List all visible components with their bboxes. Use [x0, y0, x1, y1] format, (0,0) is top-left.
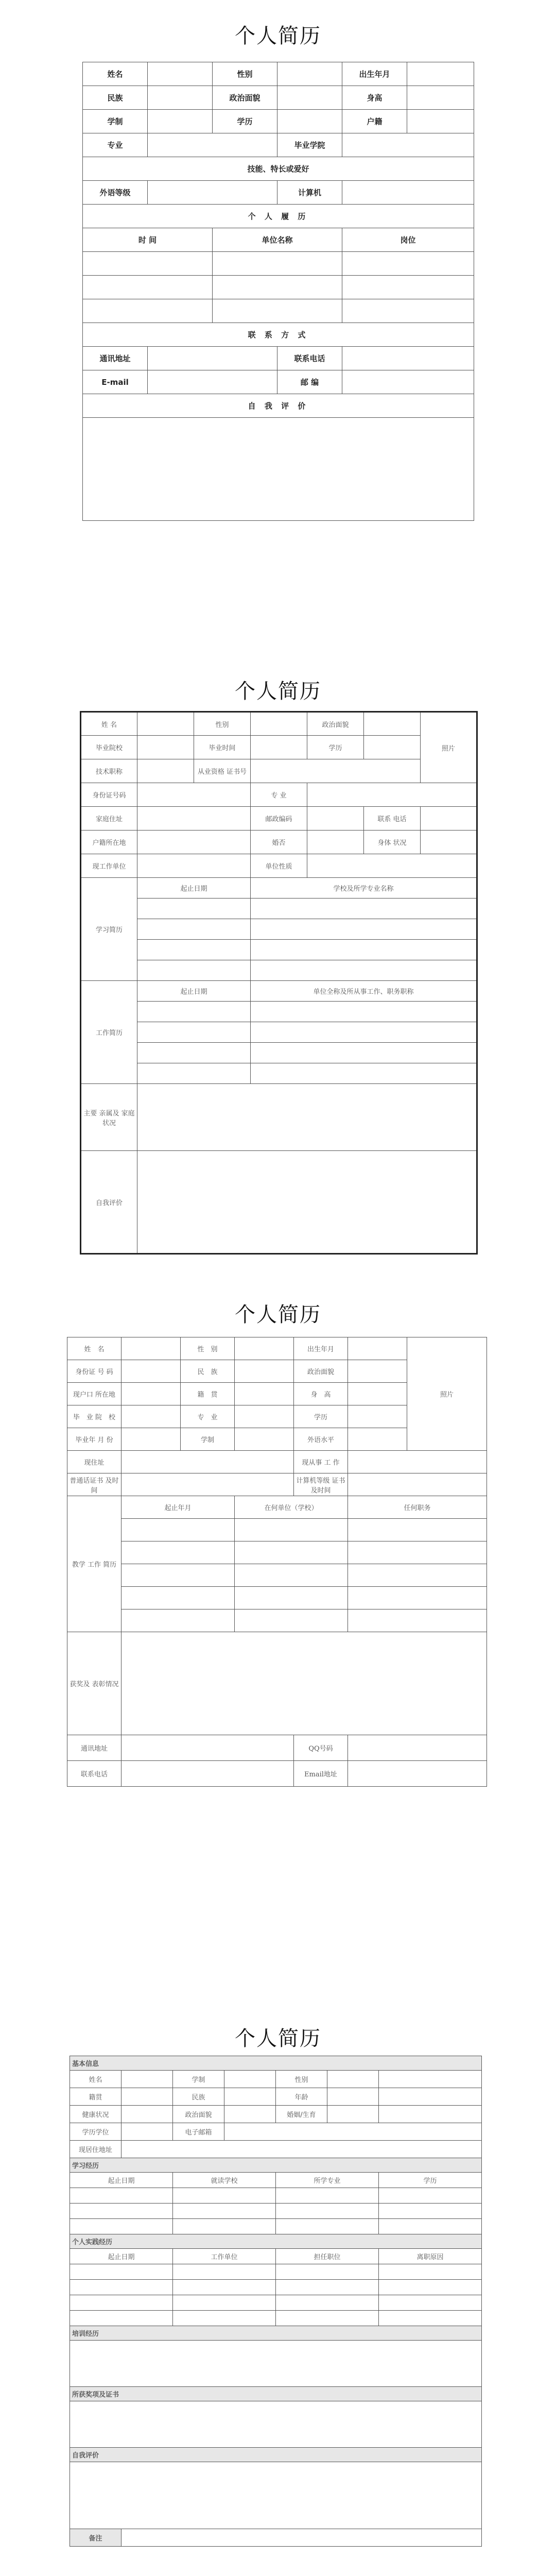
label-politics: 政治面貌	[307, 712, 364, 736]
value-gender[interactable]	[251, 712, 307, 736]
label-gender: 性 别	[181, 1337, 235, 1360]
exp-cell[interactable]	[348, 1519, 487, 1541]
label-gender: 性别	[194, 712, 251, 736]
value-marital[interactable]	[307, 831, 364, 854]
label-name: 姓 名	[81, 712, 137, 736]
label-study: 学习简历	[81, 878, 137, 981]
self-eval-box[interactable]	[83, 418, 474, 521]
label-hukou-place: 籍 贯	[181, 1383, 235, 1405]
value-extra[interactable]	[379, 2071, 482, 2088]
exp-cell[interactable]	[235, 1609, 348, 1632]
value-email[interactable]	[224, 2123, 482, 2141]
label-computer: 计算机	[277, 181, 342, 205]
label-id: 身份证号码	[81, 783, 137, 807]
study-cell[interactable]	[276, 2204, 379, 2219]
label-prof: 从业资格 证书号	[194, 759, 251, 783]
value-degree[interactable]	[277, 110, 342, 133]
label-grad: 毕业年 月 份	[67, 1428, 121, 1451]
work-cell[interactable]	[251, 1063, 477, 1084]
label-work: 工作简历	[81, 981, 137, 1084]
self-eval-box[interactable]	[70, 2462, 482, 2529]
study-cell[interactable]	[137, 960, 251, 981]
value-address[interactable]	[121, 1451, 294, 1473]
col-school: 就读学校	[173, 2173, 276, 2188]
value-politics[interactable]	[364, 712, 421, 736]
label-gender: 性别	[213, 62, 277, 86]
label-foreign: 外语等级	[83, 181, 148, 205]
work-cell[interactable]	[70, 2280, 173, 2295]
exp-cell[interactable]	[235, 1587, 348, 1609]
section-self-eval: 自我评价	[70, 2448, 482, 2462]
label-job: 现从事 工 作	[294, 1451, 348, 1473]
value-contact-addr[interactable]	[121, 1735, 294, 1761]
label-ethnic: 民族	[173, 2088, 224, 2106]
value-name[interactable]	[137, 712, 194, 736]
value-tech[interactable]	[137, 759, 194, 783]
work-cell[interactable]	[137, 1022, 251, 1043]
label-contact: 联系 电话	[364, 807, 421, 831]
label-height: 身高	[342, 86, 407, 110]
study-cell[interactable]	[137, 899, 251, 919]
label-hukou: 户籍	[342, 110, 407, 133]
label-zip: 邮政编码	[251, 807, 307, 831]
label-native: 籍贯	[70, 2088, 121, 2106]
value-gender[interactable]	[277, 62, 342, 86]
resume-1-title: 个人简历	[235, 24, 321, 48]
label-email: Email地址	[294, 1761, 348, 1787]
label-home: 家庭住址	[81, 807, 137, 831]
value-grad[interactable]	[251, 736, 307, 759]
label-health: 身体 状况	[364, 831, 421, 854]
col-post: 担任职位	[276, 2249, 379, 2264]
work-cell[interactable]	[173, 2280, 276, 2295]
label-politics: 政治面貌	[173, 2106, 224, 2123]
study-cell[interactable]	[173, 2204, 276, 2219]
value-birth[interactable]	[348, 1337, 407, 1360]
label-unit-nature: 单位性质	[251, 854, 307, 878]
label-degree: 学历	[294, 1405, 348, 1428]
value-extra[interactable]	[379, 2088, 482, 2106]
work-cell[interactable]	[251, 1002, 477, 1022]
resume-1-table	[82, 62, 474, 521]
label-edu-sys: 学制	[173, 2071, 224, 2088]
photo-box[interactable]: 照片	[421, 712, 477, 783]
study-cell[interactable]	[70, 2188, 173, 2204]
label-name: 姓名	[83, 62, 148, 86]
col-start-end: 起止日期	[137, 878, 251, 899]
exp-cell[interactable]	[348, 1541, 487, 1564]
work-cell[interactable]	[137, 1043, 251, 1063]
study-cell[interactable]	[173, 2219, 276, 2234]
value-major[interactable]	[235, 1405, 294, 1428]
label-tech: 技术职称	[81, 759, 137, 783]
exp-cell[interactable]	[348, 1587, 487, 1609]
value-hukou[interactable]	[407, 110, 474, 133]
work-cell[interactable]	[251, 1043, 477, 1063]
value-hukou-place[interactable]	[235, 1383, 294, 1405]
label-name: 姓名	[70, 2071, 121, 2088]
label-major: 专 业	[181, 1405, 235, 1428]
label-marital: 婚姻/生育	[276, 2106, 327, 2123]
label-awards: 获奖及 表彰情况	[67, 1632, 121, 1735]
value-foreign[interactable]	[148, 181, 277, 205]
label-ethnic: 民 族	[181, 1360, 235, 1383]
value-extra[interactable]	[379, 2106, 482, 2123]
study-cell[interactable]	[379, 2204, 482, 2219]
exp-cell[interactable]	[213, 276, 342, 299]
exp-cell[interactable]	[342, 276, 474, 299]
label-height: 身 高	[294, 1383, 348, 1405]
value-name[interactable]	[121, 2071, 173, 2088]
exp-cell[interactable]	[121, 1541, 235, 1564]
col-time: 起止日期	[70, 2173, 173, 2188]
value-health[interactable]	[121, 2106, 173, 2123]
value-qq[interactable]	[348, 1735, 487, 1761]
work-cell[interactable]	[379, 2295, 482, 2311]
resume-4	[0, 2009, 556, 2576]
col-unit: 单位名称	[213, 228, 342, 252]
resume-1	[0, 0, 556, 618]
label-school: 毕 业 院 校	[67, 1405, 121, 1428]
value-height[interactable]	[348, 1383, 407, 1405]
exp-cell[interactable]	[213, 299, 342, 323]
col-degree: 学历	[379, 2173, 482, 2188]
exp-cell[interactable]	[342, 252, 474, 276]
exp-cell[interactable]	[83, 276, 213, 299]
value-study-type[interactable]	[235, 1428, 294, 1451]
exp-cell[interactable]	[121, 1519, 235, 1541]
value-phone[interactable]	[342, 347, 474, 370]
value-marital[interactable]	[327, 2106, 379, 2123]
work-cell[interactable]	[173, 2264, 276, 2280]
exp-cell[interactable]	[121, 1564, 235, 1587]
work-cell[interactable]	[276, 2264, 379, 2280]
value-gender[interactable]	[235, 1337, 294, 1360]
study-cell[interactable]	[276, 2188, 379, 2204]
value-mandarin[interactable]	[121, 1473, 294, 1496]
resume-4-table	[70, 2056, 482, 2547]
label-address: 现居住地址	[70, 2141, 121, 2158]
label-politics: 政治面貌	[294, 1360, 348, 1383]
work-cell[interactable]	[137, 1063, 251, 1084]
value-job[interactable]	[348, 1451, 487, 1473]
self-eval-box[interactable]	[137, 1151, 477, 1254]
study-cell[interactable]	[251, 940, 477, 960]
value-edu[interactable]	[364, 736, 421, 759]
label-birth: 出生年月	[294, 1337, 348, 1360]
study-cell[interactable]	[251, 919, 477, 940]
label-gender: 性别	[276, 2071, 327, 2088]
study-cell[interactable]	[379, 2219, 482, 2234]
label-id: 身份证 号 码	[67, 1360, 121, 1383]
value-school[interactable]	[137, 736, 194, 759]
label-school: 毕业院校	[81, 736, 137, 759]
value-email[interactable]	[148, 370, 277, 394]
value-gender[interactable]	[327, 2071, 379, 2088]
value-address[interactable]	[121, 2141, 482, 2158]
col-unit: 在何单位（学校）	[235, 1496, 348, 1519]
value-prof[interactable]	[251, 759, 421, 783]
label-phone: 联系电话	[277, 347, 342, 370]
label-edu-system: 学制	[83, 110, 148, 133]
training-box[interactable]	[70, 2341, 482, 2387]
work-cell[interactable]	[137, 1002, 251, 1022]
label-zip: 邮 编	[277, 370, 342, 394]
label-cur-unit: 现工作单位	[81, 854, 137, 878]
value-cert[interactable]	[348, 1473, 487, 1496]
work-cell[interactable]	[173, 2295, 276, 2311]
col-post: 岗位	[342, 228, 474, 252]
exp-cell[interactable]	[213, 252, 342, 276]
value-hukou[interactable]	[137, 831, 251, 854]
value-email[interactable]	[348, 1761, 487, 1787]
label-specialty: 专 业	[251, 783, 307, 807]
value-computer[interactable]	[348, 1428, 407, 1451]
col-start-end: 起止年月	[121, 1496, 235, 1519]
section-contact: 联 系 方 式	[83, 323, 474, 347]
label-cert: 计算机等级 证书及时间	[294, 1473, 348, 1496]
study-cell[interactable]	[251, 960, 477, 981]
work-cell[interactable]	[251, 1022, 477, 1043]
value-id[interactable]	[137, 783, 251, 807]
value-specialty[interactable]	[307, 783, 477, 807]
value-degree[interactable]	[121, 2123, 173, 2141]
value-zip[interactable]	[342, 370, 474, 394]
label-health: 健康状况	[70, 2106, 121, 2123]
awards-box[interactable]	[70, 2401, 482, 2448]
work-cell[interactable]	[70, 2295, 173, 2311]
label-degree: 学历	[213, 110, 277, 133]
label-degree: 学历学位	[70, 2123, 121, 2141]
work-cell[interactable]	[276, 2311, 379, 2326]
label-email: 电子邮箱	[173, 2123, 224, 2141]
exp-cell[interactable]	[83, 299, 213, 323]
label-birth: 出生年月	[342, 62, 407, 86]
resume-3	[0, 1288, 556, 1958]
value-unit-nature[interactable]	[307, 854, 477, 878]
section-awards: 所获奖项及证书	[70, 2387, 482, 2401]
value-computer[interactable]	[342, 181, 474, 205]
exp-cell[interactable]	[121, 1609, 235, 1632]
value-politics[interactable]	[348, 1360, 407, 1383]
label-age: 年龄	[276, 2088, 327, 2106]
label-qq: QQ号码	[294, 1735, 348, 1761]
section-experience: 个 人 履 历	[83, 205, 474, 228]
value-school[interactable]	[121, 1405, 181, 1428]
col-unit-post: 单位全称及所从事工作、职务职称	[251, 981, 477, 1002]
label-grad: 毕业时间	[194, 736, 251, 759]
study-cell[interactable]	[173, 2188, 276, 2204]
work-cell[interactable]	[276, 2295, 379, 2311]
section-training: 培训经历	[70, 2326, 482, 2341]
label-school: 毕业学院	[277, 133, 342, 157]
label-politics: 政治面貌	[213, 86, 277, 110]
photo-box[interactable]: 照片	[407, 1337, 487, 1451]
exp-cell[interactable]	[348, 1564, 487, 1587]
col-time: 时 间	[83, 228, 213, 252]
study-cell[interactable]	[137, 940, 251, 960]
section-basic: 基本信息	[70, 2056, 482, 2071]
exp-cell[interactable]	[235, 1519, 348, 1541]
work-cell[interactable]	[70, 2311, 173, 2326]
label-computer: 外语水平	[294, 1428, 348, 1451]
value-grad[interactable]	[121, 1428, 181, 1451]
label-note: 备注	[70, 2529, 121, 2547]
col-major: 所学专业	[276, 2173, 379, 2188]
label-contact-addr: 通讯地址	[67, 1735, 121, 1761]
exp-cell[interactable]	[348, 1609, 487, 1632]
label-ethnicity: 民族	[83, 86, 148, 110]
value-edu-sys[interactable]	[224, 2071, 276, 2088]
value-major[interactable]	[148, 133, 277, 157]
section-skills: 技能、特长或爱好	[83, 157, 474, 181]
exp-cell[interactable]	[121, 1587, 235, 1609]
family-box[interactable]	[137, 1084, 477, 1151]
section-self-eval: 自 我 评 价	[83, 394, 474, 418]
label-self-eval: 自我评价	[81, 1151, 137, 1254]
col-start-end: 起止日期	[137, 981, 251, 1002]
value-address[interactable]	[148, 347, 277, 370]
value-age[interactable]	[327, 2088, 379, 2106]
resume-2-title: 个人简历	[235, 680, 321, 703]
exp-cell[interactable]	[342, 299, 474, 323]
value-politics[interactable]	[277, 86, 342, 110]
label-major: 专业	[83, 133, 148, 157]
label-study-type: 学制	[181, 1428, 235, 1451]
exp-cell[interactable]	[83, 252, 213, 276]
label-hukou: 户籍所在地	[81, 831, 137, 854]
value-native[interactable]	[121, 2088, 173, 2106]
study-cell[interactable]	[137, 919, 251, 940]
col-unit: 工作单位	[173, 2249, 276, 2264]
label-mandarin: 普通话证书 及时间	[67, 1473, 121, 1496]
section-work: 个人实践经历	[70, 2234, 482, 2249]
exp-cell[interactable]	[235, 1541, 348, 1564]
resume-2-table	[80, 711, 478, 1255]
label-email: E-mail	[83, 370, 148, 394]
exp-cell[interactable]	[235, 1564, 348, 1587]
value-ethnicity[interactable]	[148, 86, 213, 110]
section-study: 学习经历	[70, 2158, 482, 2173]
study-cell[interactable]	[276, 2219, 379, 2234]
awards-box[interactable]	[121, 1632, 487, 1735]
work-cell[interactable]	[276, 2280, 379, 2295]
value-tel[interactable]	[121, 1761, 294, 1787]
col-post: 任何职务	[348, 1496, 487, 1519]
label-address: 通讯地址	[83, 347, 148, 370]
value-home[interactable]	[137, 807, 251, 831]
resume-3-title: 个人简历	[235, 1303, 321, 1327]
value-id[interactable]	[121, 1360, 181, 1383]
value-hukou[interactable]	[121, 1383, 181, 1405]
label-family: 主要 亲属及 家庭状况	[81, 1084, 137, 1151]
value-name[interactable]	[121, 1337, 181, 1360]
value-school[interactable]	[342, 133, 474, 157]
work-cell[interactable]	[379, 2311, 482, 2326]
resume-4-title: 个人简历	[235, 2027, 321, 2050]
study-cell[interactable]	[70, 2219, 173, 2234]
label-exp: 教学 工作 简历	[67, 1496, 121, 1632]
value-ethnic[interactable]	[235, 1360, 294, 1383]
col-leave: 离职原因	[379, 2249, 482, 2264]
value-name[interactable]	[148, 62, 213, 86]
value-zip[interactable]	[307, 807, 364, 831]
label-tel: 联系电话	[67, 1761, 121, 1787]
work-cell[interactable]	[379, 2264, 482, 2280]
study-cell[interactable]	[70, 2204, 173, 2219]
label-edu: 学历	[307, 736, 364, 759]
label-name: 姓 名	[67, 1337, 121, 1360]
value-contact[interactable]	[421, 807, 477, 831]
value-birth[interactable]	[407, 62, 474, 86]
col-time: 起止日期	[70, 2249, 173, 2264]
value-degree[interactable]	[348, 1405, 407, 1428]
note-box[interactable]	[121, 2529, 482, 2547]
work-cell[interactable]	[70, 2264, 173, 2280]
work-cell[interactable]	[173, 2311, 276, 2326]
label-marital: 婚否	[251, 831, 307, 854]
value-health[interactable]	[421, 831, 477, 854]
label-address: 现住址	[67, 1451, 121, 1473]
col-school-major: 学校及所学专业名称	[251, 878, 477, 899]
label-hukou: 现户口 所在地	[67, 1383, 121, 1405]
value-edu-system[interactable]	[148, 110, 213, 133]
value-ethnic[interactable]	[224, 2088, 276, 2106]
value-cur-unit[interactable]	[137, 854, 251, 878]
resume-3-table	[67, 1337, 487, 1787]
value-politics[interactable]	[224, 2106, 276, 2123]
study-cell[interactable]	[251, 899, 477, 919]
study-cell[interactable]	[379, 2188, 482, 2204]
work-cell[interactable]	[379, 2280, 482, 2295]
resume-2	[0, 670, 556, 1288]
value-height[interactable]	[407, 86, 474, 110]
